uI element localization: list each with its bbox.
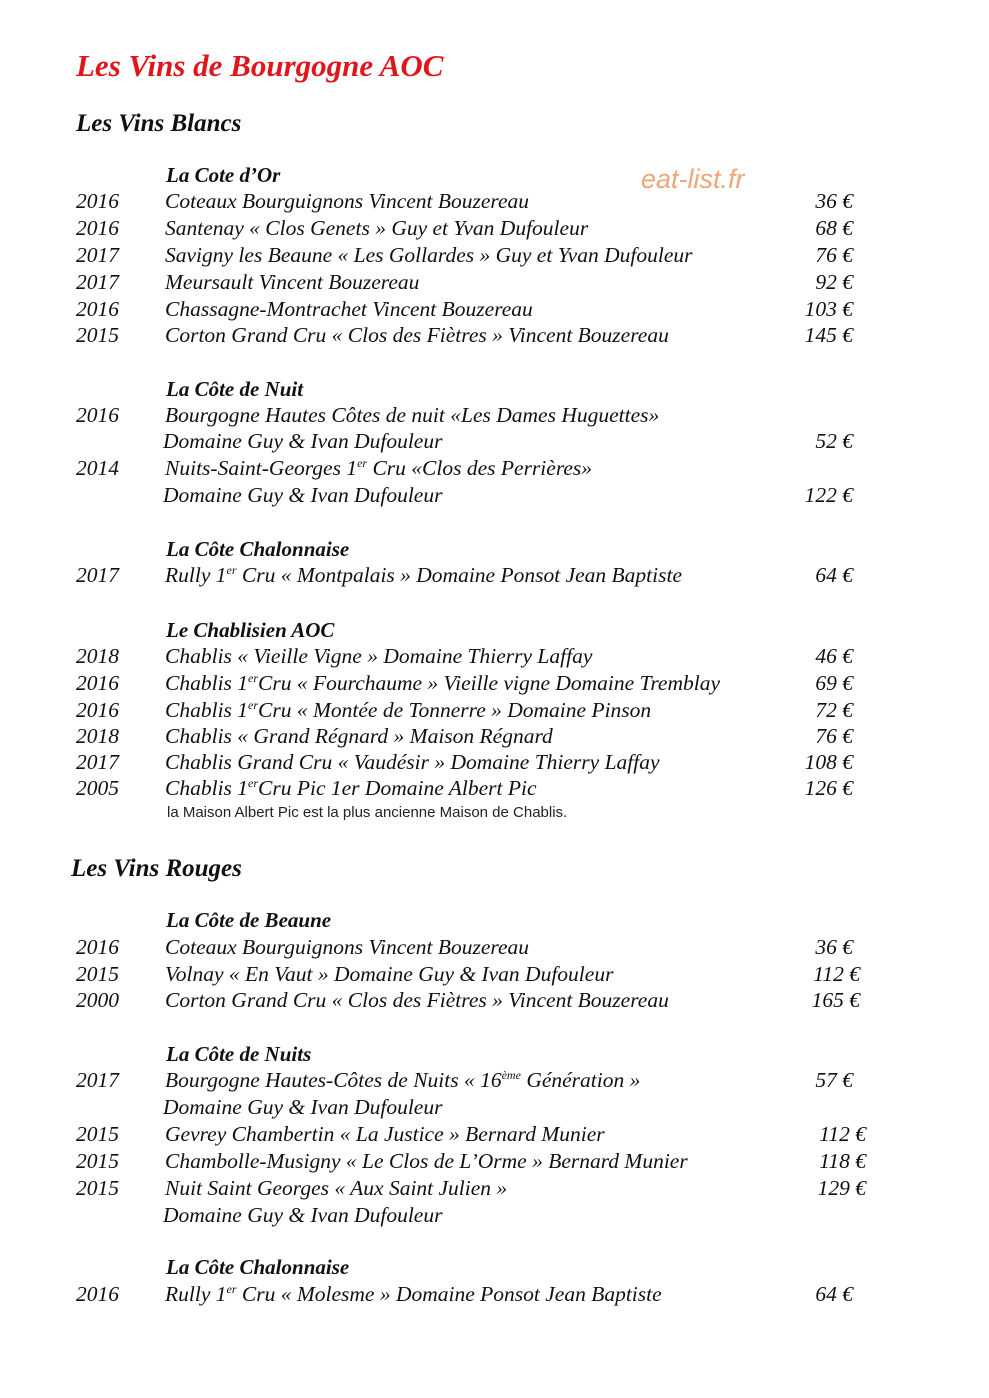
subsection-heading-cote-beaune: La Côte de Beaune xyxy=(166,908,332,932)
wine-year: 2016 xyxy=(76,403,119,427)
wine-row xyxy=(0,934,989,961)
wine-name: Gevrey Chambertin « La Justice » Bernard Munier xyxy=(165,1122,605,1146)
wine-row xyxy=(0,215,989,242)
page-title: Les Vins de Bourgogne AOC xyxy=(76,48,444,83)
wine-year: 2018 xyxy=(76,724,119,748)
wine-price: 165 € xyxy=(811,988,860,1012)
wine-price: 112 € xyxy=(813,962,860,986)
wine-price: 69 € xyxy=(815,671,853,695)
wine-row-continuation xyxy=(0,428,989,455)
wine-year: 2016 xyxy=(76,935,119,959)
wine-producer: Domaine Guy & Ivan Dufouleur xyxy=(163,1203,443,1227)
wine-name: Volnay « En Vaut » Domaine Guy & Ivan Dufouleur xyxy=(165,962,614,986)
wine-price: 36 € xyxy=(815,935,853,959)
wine-year: 2015 xyxy=(76,1122,119,1146)
wine-name: Chablis « Vieille Vigne » Domaine Thierry Laffay xyxy=(165,644,593,668)
wine-row xyxy=(0,670,989,697)
wine-name: Bourgogne Hautes Côtes de nuit «Les Dames Huguettes» xyxy=(165,403,660,427)
wine-year: 2000 xyxy=(76,988,119,1012)
wine-name: Nuit Saint Georges « Aux Saint Julien » xyxy=(165,1176,508,1200)
wine-price: 64 € xyxy=(815,1282,853,1306)
subsection-heading-chablisien: Le Chablisien AOC xyxy=(166,618,335,642)
wine-row xyxy=(0,961,989,988)
wine-year: 2016 xyxy=(76,189,119,213)
wine-price: 108 € xyxy=(804,750,853,774)
wine-row-continuation xyxy=(0,1094,989,1121)
wine-year: 2017 xyxy=(76,750,119,774)
wine-year: 2015 xyxy=(76,1176,119,1200)
wine-row xyxy=(0,1121,989,1148)
wine-price: 46 € xyxy=(815,644,853,668)
wine-price: 57 € xyxy=(815,1068,853,1092)
wine-producer: Domaine Guy & Ivan Dufouleur xyxy=(163,483,443,507)
wine-row xyxy=(0,455,989,482)
wine-year: 2016 xyxy=(76,671,119,695)
watermark: eat-list.fr xyxy=(641,164,745,194)
wine-price: 112 € xyxy=(819,1122,866,1146)
wine-row xyxy=(0,1281,989,1308)
wine-name: Chablis 1erCru « Montée de Tonnerre » Domaine Pinson xyxy=(165,698,652,722)
wine-year: 2017 xyxy=(76,563,119,587)
producer-note: la Maison Albert Pic est la plus ancienne Maison de Chablis. xyxy=(167,804,568,821)
wine-year: 2014 xyxy=(76,456,119,480)
wine-year: 2016 xyxy=(76,698,119,722)
wine-year: 2016 xyxy=(76,216,119,240)
wine-row xyxy=(0,1175,989,1202)
wine-name: Bourgogne Hautes-Côtes de Nuits « 16ème Génération » xyxy=(165,1068,641,1092)
wine-row xyxy=(0,269,989,296)
wine-row xyxy=(0,322,989,349)
wine-price: 122 € xyxy=(804,483,853,507)
subsection-heading-cote-dor: La Cote d’Or xyxy=(166,163,281,187)
wine-name: Chambolle-Musigny « Le Clos de L’Orme » Bernard Munier xyxy=(165,1149,688,1173)
wine-price: 76 € xyxy=(815,243,853,267)
wine-year: 2017 xyxy=(76,243,119,267)
wine-name: Coteaux Bourguignons Vincent Bouzereau xyxy=(165,189,530,213)
wine-row xyxy=(0,188,989,215)
wine-name: Coteaux Bourguignons Vincent Bouzereau xyxy=(165,935,530,959)
wine-year: 2016 xyxy=(76,297,119,321)
wine-price: 92 € xyxy=(815,270,853,294)
wine-name: Corton Grand Cru « Clos des Fiètres » Vincent Bouzereau xyxy=(165,988,669,1012)
wine-row xyxy=(0,723,989,750)
wine-row xyxy=(0,242,989,269)
subsection-heading-cote-chalonnaise-rouge: La Côte Chalonnaise xyxy=(166,1255,350,1279)
wine-price: 76 € xyxy=(815,724,853,748)
wine-row xyxy=(0,987,989,1014)
wine-name: Corton Grand Cru « Clos des Fiètres » Vincent Bouzereau xyxy=(165,323,669,347)
wine-producer: Domaine Guy & Ivan Dufouleur xyxy=(163,1095,443,1119)
wine-year: 2005 xyxy=(76,776,119,800)
wine-name: Chablis « Grand Régnard » Maison Régnard xyxy=(165,724,553,748)
wine-row-continuation xyxy=(0,1202,989,1229)
wine-name: Savigny les Beaune « Les Gollardes » Guy et Yvan Dufouleur xyxy=(165,243,693,267)
wine-name: Chablis Grand Cru « Vaudésir » Domaine Thierry Laffay xyxy=(165,750,660,774)
wine-year: 2018 xyxy=(76,644,119,668)
wine-name: Meursault Vincent Bouzereau xyxy=(165,270,420,294)
wine-name: Rully 1er Cru « Molesme » Domaine Ponsot Jean Baptiste xyxy=(165,1282,662,1306)
wine-row xyxy=(0,562,989,589)
wine-row xyxy=(0,296,989,323)
wine-name: Santenay « Clos Genets » Guy et Yvan Dufouleur xyxy=(165,216,589,240)
wine-producer: Domaine Guy & Ivan Dufouleur xyxy=(163,429,443,453)
wine-year: 2017 xyxy=(76,1068,119,1092)
wine-row xyxy=(0,402,989,429)
wine-price: 145 € xyxy=(804,323,853,347)
wine-year: 2017 xyxy=(76,270,119,294)
wine-year: 2015 xyxy=(76,323,119,347)
subsection-heading-cote-chalonnaise: La Côte Chalonnaise xyxy=(166,537,350,561)
wine-row xyxy=(0,643,989,670)
wine-price: 129 € xyxy=(817,1176,866,1200)
wine-name: Chablis 1erCru Pic 1er Domaine Albert Pic xyxy=(165,776,537,800)
wine-year: 2016 xyxy=(76,1282,119,1306)
wine-price: 52 € xyxy=(815,429,853,453)
wine-name: Rully 1er Cru « Montpalais » Domaine Ponsot Jean Baptiste xyxy=(165,563,682,587)
section-heading-blancs: Les Vins Blancs xyxy=(76,110,242,137)
wine-row xyxy=(0,697,989,724)
wine-row xyxy=(0,1067,989,1094)
wine-name: Chablis 1erCru « Fourchaume » Vieille vigne Domaine Tremblay xyxy=(165,671,720,695)
wine-name: Nuits-Saint-Georges 1er Cru «Clos des Perrières» xyxy=(165,456,593,480)
section-heading-rouges: Les Vins Rouges xyxy=(71,855,242,882)
wine-price: 118 € xyxy=(819,1149,866,1173)
wine-price: 72 € xyxy=(815,698,853,722)
wine-price: 64 € xyxy=(815,563,853,587)
wine-row-continuation xyxy=(0,482,989,509)
wine-price: 68 € xyxy=(815,216,853,240)
wine-row xyxy=(0,1148,989,1175)
wine-year: 2015 xyxy=(76,1149,119,1173)
wine-name: Chassagne-Montrachet Vincent Bouzereau xyxy=(165,297,533,321)
wine-row xyxy=(0,749,989,776)
wine-row xyxy=(0,775,989,802)
wine-price: 36 € xyxy=(815,189,853,213)
wine-price: 126 € xyxy=(804,776,853,800)
subsection-heading-cote-nuits: La Côte de Nuits xyxy=(166,1042,312,1066)
wine-price: 103 € xyxy=(804,297,853,321)
subsection-heading-cote-nuit: La Côte de Nuit xyxy=(166,377,304,401)
wine-year: 2015 xyxy=(76,962,119,986)
